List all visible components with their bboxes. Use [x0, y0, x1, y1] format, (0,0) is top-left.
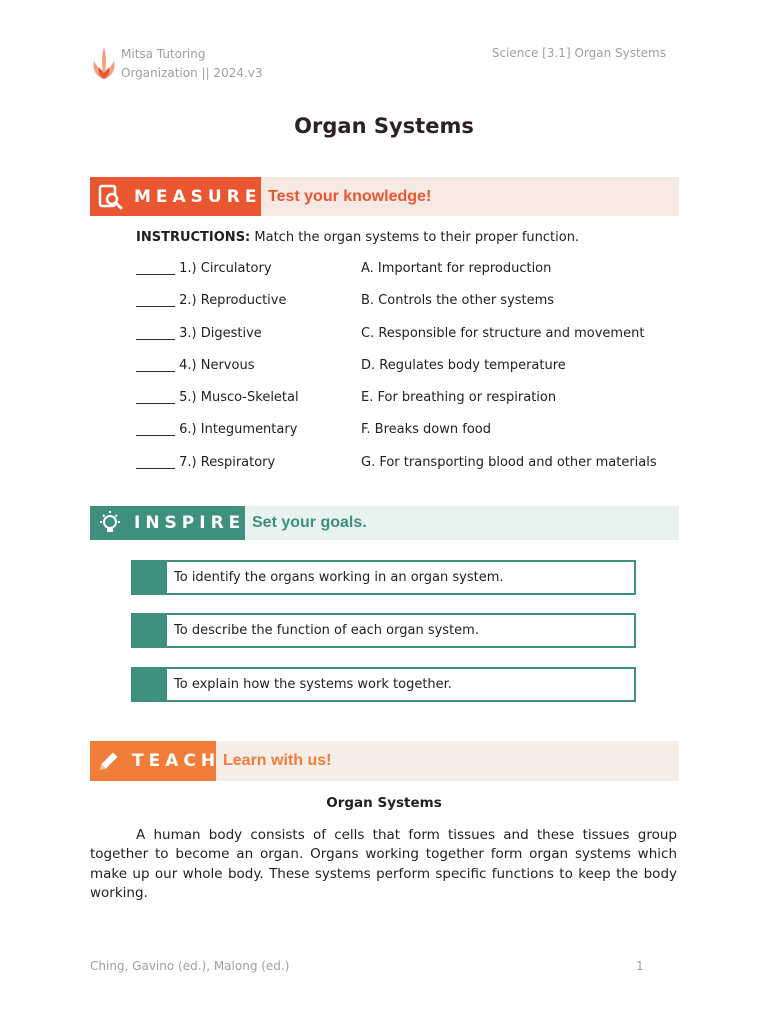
- function-item: A. Important for reproduction: [361, 261, 552, 276]
- matching-list: [136, 261, 696, 487]
- pencil-icon: [96, 746, 122, 776]
- org-header: [90, 45, 263, 83]
- function-item: C. Responsible for structure and movement: [361, 325, 645, 341]
- measure-tag: [90, 177, 261, 216]
- magnifier-document-icon: [96, 182, 124, 212]
- goal-accent-bar: [133, 562, 167, 593]
- organ-system-item: ______ 7.) Respiratory: [136, 454, 276, 470]
- page-title: Organ Systems: [294, 114, 474, 138]
- list-item: [136, 390, 696, 422]
- list-item: [136, 455, 696, 487]
- section-heading: Organ Systems: [326, 795, 442, 811]
- inspire-banner: [90, 506, 679, 540]
- instructions-label: INSTRUCTIONS:: [136, 230, 251, 245]
- footer-authors: Ching, Gavino (ed.), Malong (ed.): [90, 959, 290, 973]
- page-number: 1: [636, 959, 644, 973]
- organ-system-item: ______ 2.) Reproductive: [136, 293, 287, 309]
- course-label: Science [3.1] Organ Systems: [491, 46, 666, 60]
- body-paragraph: A human body consists of cells that form tissues and these tissues group together to become an organ. Organs working together form organ systems which make up our whole body. These systems perform specific functions to keep the body working.: [90, 827, 677, 902]
- organ-system-item: ______ 6.) Integumentary: [136, 422, 298, 438]
- organ-system-item: ______ 3.) Digestive: [136, 325, 262, 341]
- teach-tag-label: TEACH: [132, 751, 221, 771]
- list-item: [136, 358, 696, 390]
- teach-subtitle: Learn with us!: [223, 752, 332, 769]
- function-item: E. For breathing or respiration: [361, 390, 557, 406]
- goal-box: [131, 560, 636, 595]
- goal-text: To identify the organs working in an organ system.: [174, 570, 504, 585]
- measure-tag-label: MEASURE: [134, 186, 262, 207]
- goal-accent-bar: [133, 669, 167, 700]
- goal-box: [131, 613, 636, 648]
- org-name-line2: Organization || 2024.v3: [121, 66, 263, 80]
- function-item: F. Breaks down food: [361, 422, 491, 438]
- organ-system-item: ______ 5.) Musco-Skeletal: [136, 390, 299, 406]
- function-item: B. Controls the other systems: [361, 293, 555, 309]
- function-item: D. Regulates body temperature: [361, 357, 566, 373]
- org-name-line1: Mitsa Tutoring: [121, 47, 206, 61]
- logo-icon: [90, 45, 118, 81]
- organ-system-item: ______ 1.) Circulatory: [136, 261, 272, 276]
- teach-tag: [90, 741, 221, 781]
- goal-box: [131, 667, 636, 702]
- list-item: [136, 261, 696, 293]
- measure-banner: [90, 177, 679, 216]
- inspire-subtitle: Set your goals.: [252, 514, 367, 531]
- lightbulb-icon: [96, 508, 124, 538]
- list-item: [136, 293, 696, 325]
- inspire-tag: [90, 506, 245, 540]
- function-item: G. For transporting blood and other materials: [361, 454, 657, 470]
- goal-accent-bar: [133, 615, 167, 646]
- inspire-tag-label: INSPIRE: [134, 513, 246, 533]
- measure-subtitle: Test your knowledge!: [268, 187, 432, 205]
- teach-banner: [90, 741, 679, 781]
- list-item: [136, 326, 696, 358]
- instructions: [136, 230, 579, 245]
- goal-text: To explain how the systems work together.: [174, 677, 452, 692]
- organ-system-item: ______ 4.) Nervous: [136, 357, 255, 373]
- list-item: [136, 422, 696, 454]
- goal-text: To describe the function of each organ system.: [174, 623, 479, 638]
- instructions-text: Match the organ systems to their proper function.: [250, 230, 580, 245]
